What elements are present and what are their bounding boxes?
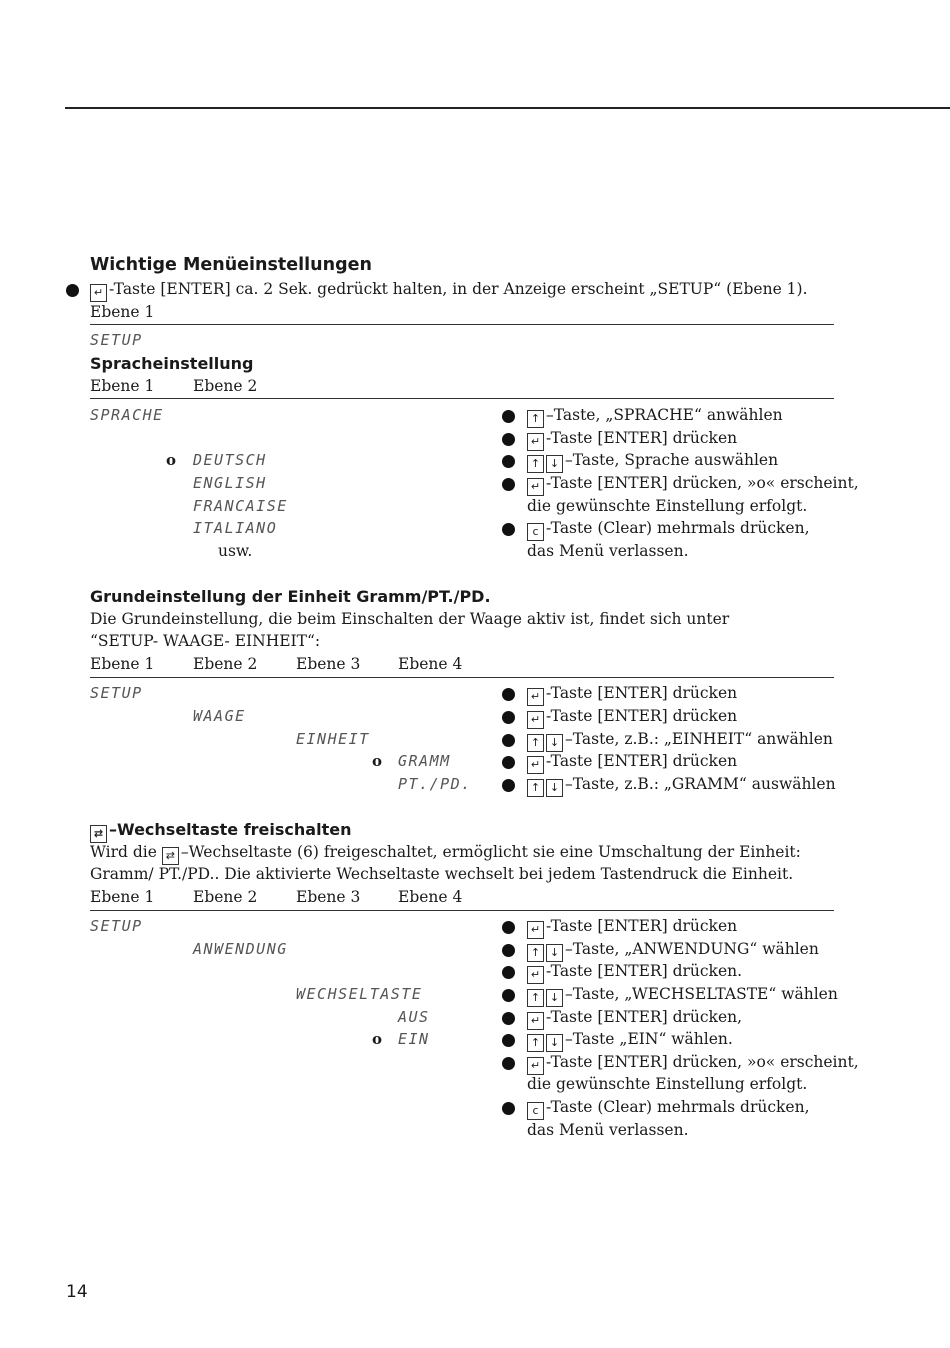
step [527,775,836,797]
step-text: –Taste, „SPRACHE“ anwählen [546,406,783,424]
level-label: Ebene 2 [193,888,258,906]
bullet-icon [502,688,515,701]
table-rule [90,398,834,399]
step [527,940,819,962]
section3-text-part: Wird die [90,843,157,861]
display-einheit: EINHEIT [296,730,370,748]
up-key-icon: ↑ [527,455,544,473]
table-rule [90,324,834,325]
down-key-icon: ↓ [546,455,563,473]
display-waage: WAAGE [193,707,246,725]
step-text: -Taste (Clear) mehrmals drücken, [546,1098,810,1116]
section3-title-text: –Wechseltaste freischalten [109,820,352,839]
selected-marker: o [372,1030,383,1048]
step-text: –Taste, z.B.: „GRAMM“ auswählen [565,775,836,793]
bullet-icon [502,734,515,747]
step-text: -Taste [ENTER] drücken [546,684,738,702]
display-setup: SETUP [90,917,143,935]
header-rule [65,107,950,109]
step-text: -Taste [ENTER] drücken [546,429,738,447]
level-label: Ebene 2 [193,377,258,395]
page-heading: Wichtige Menüeinstellungen [90,255,372,275]
enter-key-icon: ↵ [527,921,544,939]
level-label: Ebene 4 [398,655,463,673]
toggle-key-icon: ⇄ [162,847,179,865]
enter-key-icon: ↵ [527,478,544,496]
step-continuation: das Menü verlassen. [527,542,689,560]
display-anwendung: ANWENDUNG [193,940,288,958]
display-wechseltaste: WECHSELTASTE [296,985,423,1003]
display-francaise: FRANCAISE [193,497,288,515]
level-label: Ebene 1 [90,655,155,673]
enter-key-icon: ↵ [527,1057,544,1075]
step-text: -Taste [ENTER] drücken. [546,962,743,980]
bullet-icon [502,989,515,1002]
step-text: -Taste [ENTER] drücken [546,917,738,935]
bullet-icon [502,433,515,446]
enter-key-icon: ↵ [527,966,544,984]
section3-text-part: –Wechseltaste (6) freigeschaltet, ermöglicht sie eine Umschaltung der Einheit: [180,843,801,861]
enter-key-icon: ↵ [527,756,544,774]
table-rule [90,677,834,678]
bullet-icon [502,1102,515,1115]
step-text: –Taste „EIN“ wählen. [565,1030,733,1048]
up-key-icon: ↑ [527,410,544,428]
intro-line [90,280,808,302]
selected-marker: o [372,752,383,770]
selected-marker: o [166,451,177,469]
step [527,1030,733,1052]
down-key-icon: ↓ [546,779,563,797]
display-ptpd: PT./PD. [398,775,472,793]
step-text: -Taste [ENTER] drücken, »o« erscheint, [546,1053,859,1071]
level-label: Ebene 1 [90,377,155,395]
step [527,985,838,1007]
level-label: Ebene 4 [398,888,463,906]
bullet-icon [502,966,515,979]
up-key-icon: ↑ [527,1034,544,1052]
display-setup: SETUP [90,331,143,349]
section2-title: Grundeinstellung der Einheit Gramm/PT./PD. [90,587,491,606]
step [527,684,737,706]
step [527,451,778,473]
step-text: –Taste, „WECHSELTASTE“ wählen [565,985,838,1003]
step-text: –Taste, Sprache auswählen [565,451,779,469]
display-ein: EIN [398,1030,430,1048]
section2-text: Die Grundeinstellung, die beim Einschalten der Waage aktiv ist, findet sich unter [90,610,730,628]
clear-key-icon: c [527,523,544,541]
step [527,730,833,752]
step [527,1098,810,1120]
bullet-icon [502,523,515,536]
level-label: Ebene 3 [296,888,361,906]
bullet-icon [502,921,515,934]
level-label: Ebene 1 [90,303,155,321]
usw-text: usw. [218,542,253,560]
section3-title [90,820,351,843]
step [527,962,742,984]
down-key-icon: ↓ [546,944,563,962]
section3-text: Gramm/ PT./PD.. Die aktivierte Wechseltaste wechselt bei jedem Tastendruck die Einheit. [90,865,794,883]
step [527,406,783,428]
step-text: -Taste (Clear) mehrmals drücken, [546,519,810,537]
page-number: 14 [66,1282,88,1302]
bullet-icon [502,1057,515,1070]
clear-key-icon: c [527,1102,544,1120]
up-key-icon: ↑ [527,989,544,1007]
bullet-icon [502,779,515,792]
down-key-icon: ↓ [546,989,563,1007]
display-english: ENGLISH [193,474,267,492]
step-text: -Taste [ENTER] drücken [546,707,738,725]
step [527,1053,859,1075]
enter-key-icon: ↵ [527,433,544,451]
step-continuation: die gewünschte Einstellung erfolgt. [527,1075,808,1093]
bullet-icon [502,410,515,423]
step-text: -Taste [ENTER] drücken [546,752,738,770]
display-setup: SETUP [90,684,143,702]
down-key-icon: ↓ [546,1034,563,1052]
intro-text: -Taste [ENTER] ca. 2 Sek. gedrückt halten, in der Anzeige erscheint „SETUP“ (Ebene 1). [109,280,808,298]
up-key-icon: ↑ [527,734,544,752]
down-key-icon: ↓ [546,734,563,752]
up-key-icon: ↑ [527,779,544,797]
up-key-icon: ↑ [527,944,544,962]
display-deutsch: DEUTSCH [193,451,267,469]
step-text: –Taste, „ANWENDUNG“ wählen [565,940,819,958]
step [527,429,737,451]
bullet-icon [502,944,515,957]
bullet-icon [502,478,515,491]
level-label: Ebene 1 [90,888,155,906]
section2-text: “SETUP- WAAGE- EINHEIT“: [90,632,321,650]
enter-key-icon: ↵ [527,711,544,729]
section3-text [90,843,801,865]
level-label: Ebene 2 [193,655,258,673]
display-aus: AUS [398,1008,430,1026]
bullet-icon [502,756,515,769]
step [527,752,737,774]
toggle-key-icon: ⇄ [90,825,107,843]
table-rule [90,910,834,911]
step-text: -Taste [ENTER] drücken, »o« erscheint, [546,474,859,492]
step [527,917,737,939]
enter-key-icon: ↵ [90,284,107,302]
step [527,1008,742,1030]
bullet-icon [502,455,515,468]
step-continuation: die gewünschte Einstellung erfolgt. [527,497,808,515]
step-text: –Taste, z.B.: „EINHEIT“ anwählen [565,730,833,748]
bullet-icon [502,1034,515,1047]
bullet-icon [502,711,515,724]
step-text: -Taste [ENTER] drücken, [546,1008,743,1026]
step [527,707,737,729]
display-italiano: ITALIANO [193,519,278,537]
level-label: Ebene 3 [296,655,361,673]
step-continuation: das Menü verlassen. [527,1121,689,1139]
enter-key-icon: ↵ [527,1012,544,1030]
bullet-icon [66,284,79,297]
enter-key-icon: ↵ [527,688,544,706]
display-gramm: GRAMM [398,752,451,770]
step [527,474,859,496]
display-sprache: SPRACHE [90,406,164,424]
bullet-icon [502,1012,515,1025]
section1-title: Spracheinstellung [90,354,254,373]
step [527,519,810,541]
